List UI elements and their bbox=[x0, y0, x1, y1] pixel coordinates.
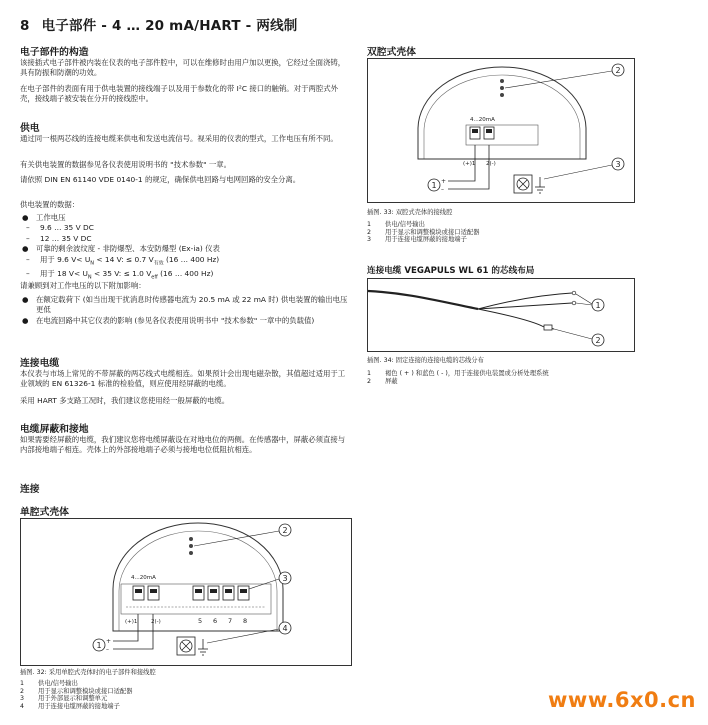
svg-text:–: – bbox=[441, 186, 444, 193]
figure-33-drawing bbox=[368, 59, 634, 202]
legend-item: 2 用于显示和调整模块或接口适配器 bbox=[20, 687, 133, 695]
legend-figure-33 bbox=[367, 221, 479, 244]
callout-2: 2 bbox=[615, 66, 621, 75]
caption-figure-34: 插图. 34: 固定连接的连接电缆的芯线分布 bbox=[367, 357, 484, 364]
label-negative: 2(-) bbox=[151, 619, 161, 625]
para-power-3: 请依照 DIN EN 61140 VDE 0140-1 的规定，确保供电回路与电网回路的安全分离。 bbox=[20, 175, 301, 184]
para-power-2: 有关供电装置的数据参见各仪表使用说明书的 "技术参数" 一章。 bbox=[20, 160, 232, 169]
label-positive: (+)1 bbox=[125, 619, 138, 625]
watermark: www.6x0.cn bbox=[548, 688, 696, 712]
heading-power: 供电 bbox=[20, 123, 40, 134]
legend-item: 1 褐色 ( + ) 和蓝色 ( - )，用于连接供电装置或分析处理系统 bbox=[367, 370, 549, 377]
callout-2: 2 bbox=[282, 526, 288, 535]
para-structure-1: 该接插式电子部件被内装在仪表的电子部件腔中，可以在维修时由用户加以更换，它经过全面浇铸，具有防振和防潮的功效。 bbox=[20, 58, 346, 78]
chapter-number: 8 bbox=[20, 18, 30, 34]
callout-1: 1 bbox=[431, 181, 437, 190]
legend-item: 1 供电/信号输出 bbox=[367, 221, 425, 228]
para-shield: 如果需要经屏蔽的电缆，我们建议您将电缆屏蔽设在对地电位的两侧。在传感器中，屏蔽必须直接与内部接地端子相连。壳体上的外部接地端子必须与接地电位低阻抗相连。 bbox=[20, 435, 346, 455]
heading-single-chamber: 单腔式壳体 bbox=[20, 507, 69, 518]
page-title bbox=[20, 14, 297, 34]
label-4-20ma: 4...20mA bbox=[131, 575, 156, 581]
callout-3: 3 bbox=[282, 574, 288, 583]
figure-34 bbox=[367, 278, 635, 352]
voltage-range-2: 12 … 35 V DC bbox=[40, 233, 92, 243]
callout-1: 1 bbox=[595, 301, 601, 310]
bullet-other-devices: 在电流回路中其它仪表的影响 (参见各仪表使用说明书中 "技术参数" 一章中的负载值) bbox=[36, 315, 315, 325]
power-list: ● 工作电压 – 9.6 … 35 V DC – 12 … 35 V DC ● 可靠的剩余波纹度 - 非防爆型、本安防爆型 (Ex-ia) 仪表 – 用于 9.6 $V< U_N < 14$ V: ≤ 0.7 $V_{有效}$ (16 … 400 Hz) – 用于 18 $V< U_N < 35$ V: ≤ 1.0 $V_{eff}$ (16 … 400 Hz) bbox=[22, 213, 220, 280]
label-4-20ma: 4...20mA bbox=[470, 117, 495, 123]
callout-3: 3 bbox=[615, 160, 621, 169]
influence-list: ● 在额定载荷下 (如当出现干扰消息时传感器电流为 20.5 mA 或 22 mA 时) 供电装置的输出电压更低 ● 在电流回路中其它仪表的影响 (参见各仪表使用说明书中 "技术参数" 一章中的负载值) bbox=[22, 295, 348, 325]
callout-1: 1 bbox=[96, 641, 102, 650]
svg-text:+: + bbox=[106, 638, 112, 645]
legend-item: 1 供电/信号输出 bbox=[20, 680, 78, 687]
caption-figure-32: 插图. 32: 采用单腔式壳体时的电子部件和接线腔 bbox=[20, 669, 156, 676]
heading-connection: 连接 bbox=[20, 484, 40, 495]
heading-dual-chamber: 双腔式壳体 bbox=[367, 47, 416, 58]
svg-text:+: + bbox=[441, 178, 447, 185]
para-power-4: 供电装置的数据： bbox=[20, 200, 80, 209]
bullet-voltage: 工作电压 bbox=[36, 213, 66, 222]
label-positive: (+)1 bbox=[463, 161, 476, 167]
figure-33 bbox=[367, 58, 635, 203]
terminal-6: 6 bbox=[213, 617, 218, 625]
figure-32 bbox=[20, 518, 352, 666]
para-cable-1: 本仪表与市场上常见的不带屏蔽的两芯线式电缆相连。如果预计会出现电磁杂散，其值超过适用于工业领域的 EN 61326-1 标准的检验值，则应使用经屏蔽的电缆。 bbox=[20, 369, 346, 389]
svg-text:–: – bbox=[106, 646, 109, 653]
ripple-line-1: 用于 9.6 $V< U_N < 14$ V: ≤ 0.7 $V_{有效}$ (16 … 400 Hz) bbox=[40, 254, 220, 267]
legend-figure-34 bbox=[367, 370, 549, 385]
heading-cable-cores: 连接电缆 VEGAPULS WL 61 的芯线布局 bbox=[367, 266, 535, 276]
legend-item: 2 用于显示和调整模块或接口适配器 bbox=[367, 228, 480, 236]
callout-2: 2 bbox=[595, 336, 601, 345]
terminal-5: 5 bbox=[198, 617, 203, 625]
label-negative: 2(-) bbox=[486, 161, 496, 167]
heading-shield: 电缆屏蔽和接地 bbox=[20, 424, 89, 435]
para-power-5: 请兼顾到对工作电压的以下附加影响： bbox=[20, 281, 146, 290]
para-cable-2: 采用 HART 多支路工况时，我们建议您使用经一般屏蔽的电缆。 bbox=[20, 396, 230, 405]
callout-4: 4 bbox=[282, 624, 288, 633]
voltage-range-1: 9.6 … 35 V DC bbox=[40, 223, 94, 233]
legend-item: 4 用于连接电缆屏蔽的接地端子 bbox=[20, 702, 120, 710]
heading-structure: 电子部件的构造 bbox=[20, 47, 89, 58]
figure-32-drawing bbox=[21, 519, 351, 665]
legend-item: 3 用于连接电缆屏蔽的接地端子 bbox=[367, 236, 467, 244]
heading-cable: 连接电缆 bbox=[20, 358, 60, 369]
terminal-8: 8 bbox=[243, 617, 248, 625]
legend-figure-32 bbox=[20, 680, 132, 710]
para-structure-2: 在电子部件的表面有用于供电装置的接线端子以及用于参数化的带 I²C 接口的触销。对于两腔式外壳，接线端子被安装在分开的接线腔中。 bbox=[20, 84, 339, 104]
bullet-load: 在额定载荷下 (如当出现干扰消息时传感器电流为 20.5 mA 或 22 mA 时) 供电装置的输出电压更低 bbox=[36, 295, 348, 315]
figure-34-drawing bbox=[368, 279, 634, 351]
ripple-line-2: 用于 18 $V< U_N < 35$ V: ≤ 1.0 $V_{eff}$ (16 … 400 Hz) bbox=[40, 268, 214, 280]
para-power-1: 通过同一根两芯线的连接电缆来供电和发送电流信号。视采用的仪表的型式，工作电压有所不同。 bbox=[20, 134, 338, 143]
bullet-ripple: 可靠的剩余波纹度 - 非防爆型、本安防爆型 (Ex-ia) 仪表 bbox=[36, 244, 220, 254]
caption-figure-33: 插图. 33: 双腔式壳体的接线腔 bbox=[367, 209, 453, 216]
terminal-7: 7 bbox=[228, 617, 233, 625]
chapter-title: 电子部件 - 4 … 20 mA/HART - 两线制 bbox=[41, 18, 298, 34]
legend-item: 2 屏蔽 bbox=[367, 377, 398, 385]
legend-item: 3 用于外部显示和调整单元 bbox=[20, 695, 108, 703]
